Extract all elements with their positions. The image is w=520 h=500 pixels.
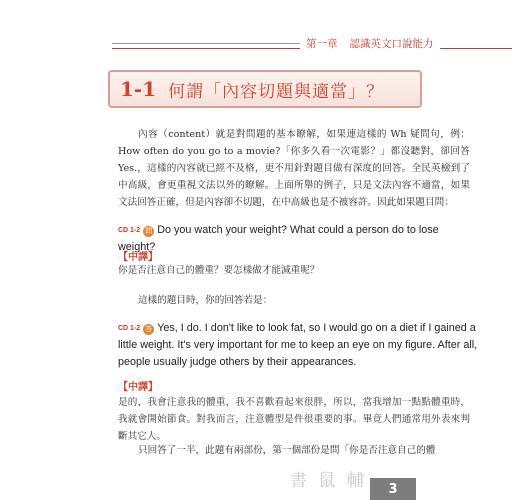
watermark-stamp: 書 鼠 輔 [290, 471, 367, 491]
translation-text: 你是否注意自己的體重？要怎樣做才能減重呢？ [118, 265, 320, 276]
translation-label: 【中譯】 [118, 382, 158, 393]
intro-paragraph: 內容（content）就是對問題的基本瞭解，如果連這樣的 Wh 疑問句，例：How often do you go to a movie?「你多久看一次電影？」都沒聽對，卻回答 Yes.，這樣的內容就已經不及格，更不用針對題目做有深度的回答。全民英檢到了中高級，會更重視文法以外的瞭解。上面所舉的例子，只是文法內容不適當，如果文法回答正確，但是內容卻不切題，在中高級也是不被容許。因此如果題目問： [118, 129, 470, 208]
cd-track-label: CD 1-2 [118, 325, 141, 332]
section-title: 何謂「內容切題與適當」？ [168, 81, 385, 102]
question-badge-icon: 問 [145, 227, 153, 235]
header-rule-left [112, 43, 300, 44]
mid-paragraph: 這樣的題目時，你的回答若是： [138, 295, 273, 306]
chapter-title: 認識英文口說能力 [349, 38, 434, 50]
cd-track-label: CD 1-2 [118, 227, 141, 234]
chapter-number: 第一章 [306, 38, 338, 50]
running-header [300, 35, 440, 52]
translation-label: 【中譯】 [118, 252, 158, 263]
example-answer [118, 320, 478, 371]
answer-badge-icon: 答 [145, 325, 153, 333]
page-number: 3 [370, 478, 416, 500]
translation-text: 是的，我會注意我的體重，我不喜歡看起來很胖，所以，當我增加一點點體重時，我就會開始節食。對我而言，注意體型是件很重要的事。畢竟人們通常用外表來判斷其它人。 [118, 397, 470, 442]
example-answer-text: Yes, I do. I don't like to look fat, so I would go on a diet if I gained a little weight. It's very important for me to keep an eye on my figure. After all, people usually judge others by their appearances. [118, 322, 478, 368]
example-question-text: Do you watch your weight? What could a person do to lose weight? [118, 224, 439, 253]
section-heading [108, 70, 422, 108]
closing-paragraph: 只回答了一半，此題有兩部份，第一個部份是問「你是否注意自己的體 [138, 445, 436, 456]
section-number: 1-1 [120, 77, 157, 101]
example-question [118, 222, 478, 256]
